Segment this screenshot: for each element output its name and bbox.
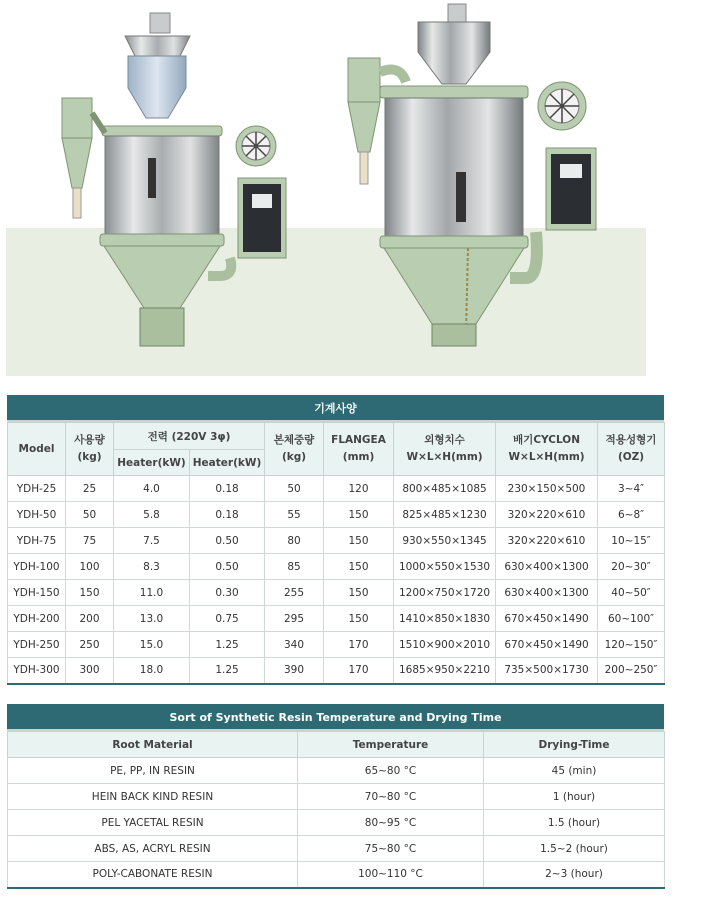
table-cell: 0.50 [190, 554, 265, 580]
table-cell: 1.25 [190, 632, 265, 658]
table-row [8, 784, 665, 810]
table-cell: 390 [265, 658, 324, 684]
table-row [8, 528, 665, 554]
table-cell: 170 [324, 632, 394, 658]
table-cell: 4.0 [114, 476, 190, 502]
table-cell: YDH-75 [8, 528, 66, 554]
table-cell: 255 [265, 580, 324, 606]
table-row [8, 836, 665, 862]
table-cell: 320×220×610 [496, 528, 598, 554]
table-row [8, 862, 665, 888]
col-capacity: 사용량 (kg) [66, 423, 114, 476]
col-model: Model [8, 423, 66, 476]
table-cell: 150 [66, 580, 114, 606]
table-cell: 15.0 [114, 632, 190, 658]
table-cell: 20~30″ [598, 554, 665, 580]
table-cell: 1510×900×2010 [394, 632, 496, 658]
table-row [8, 580, 665, 606]
spec-table [7, 422, 665, 685]
product-photo [0, 0, 701, 380]
hopper-dryer-small-image [40, 8, 300, 368]
resin-table [7, 731, 665, 889]
table-cell: 250 [66, 632, 114, 658]
table-cell: 55 [265, 502, 324, 528]
table-cell: 0.18 [190, 502, 265, 528]
table-cell: 630×400×1300 [496, 580, 598, 606]
hopper-dryer-large-image [340, 2, 610, 372]
table-cell: PEL YACETAL RESIN [8, 810, 298, 836]
table-cell: YDH-250 [8, 632, 66, 658]
table-cell: 8.3 [114, 554, 190, 580]
table-cell: 1.25 [190, 658, 265, 684]
table-cell: 1.5~2 (hour) [484, 836, 665, 862]
table-cell: 6~8″ [598, 502, 665, 528]
table-cell: 45 (min) [484, 758, 665, 784]
table-cell: 1.5 (hour) [484, 810, 665, 836]
col-molding: 적용성형기 (OZ) [598, 423, 665, 476]
col-heater-2: Heater(kW) [190, 450, 265, 476]
table-row [8, 502, 665, 528]
table-cell: 75 [66, 528, 114, 554]
resin-table-section [7, 704, 664, 889]
col-heater-1: Heater(kW) [114, 450, 190, 476]
table-cell: 80 [265, 528, 324, 554]
table-cell: 800×485×1085 [394, 476, 496, 502]
table-cell: 10~15″ [598, 528, 665, 554]
table-cell: 50 [66, 502, 114, 528]
table-row [8, 632, 665, 658]
table-cell: 0.75 [190, 606, 265, 632]
col-drying-time: Drying-Time [484, 732, 665, 758]
table-cell: 1410×850×1830 [394, 606, 496, 632]
table-cell: 25 [66, 476, 114, 502]
table-cell: YDH-100 [8, 554, 66, 580]
table-cell: 1685×950×2210 [394, 658, 496, 684]
table-cell: 150 [324, 606, 394, 632]
table-cell: YDH-150 [8, 580, 66, 606]
table-cell: YDH-300 [8, 658, 66, 684]
spec-table-title: 기계사양 [7, 395, 664, 422]
table-cell: 1 (hour) [484, 784, 665, 810]
table-cell: 2~3 (hour) [484, 862, 665, 888]
table-cell: 65~80 °C [298, 758, 484, 784]
table-cell: 825×485×1230 [394, 502, 496, 528]
table-cell: POLY-CABONATE RESIN [8, 862, 298, 888]
table-row [8, 476, 665, 502]
table-cell: 170 [324, 658, 394, 684]
table-cell: 120 [324, 476, 394, 502]
table-cell: 0.18 [190, 476, 265, 502]
table-row [8, 554, 665, 580]
table-cell: 670×450×1490 [496, 632, 598, 658]
table-cell: 13.0 [114, 606, 190, 632]
table-cell: YDH-25 [8, 476, 66, 502]
table-cell: 60~100″ [598, 606, 665, 632]
table-cell: 40~50″ [598, 580, 665, 606]
table-cell: 5.8 [114, 502, 190, 528]
table-cell: YDH-200 [8, 606, 66, 632]
table-cell: 150 [324, 580, 394, 606]
table-cell: 11.0 [114, 580, 190, 606]
col-weight: 본체중량 (kg) [265, 423, 324, 476]
table-cell: 320×220×610 [496, 502, 598, 528]
table-cell: 3~4″ [598, 476, 665, 502]
table-cell: 1200×750×1720 [394, 580, 496, 606]
col-root-material: Root Material [8, 732, 298, 758]
table-cell: 50 [265, 476, 324, 502]
table-cell: 18.0 [114, 658, 190, 684]
table-cell: 200~250″ [598, 658, 665, 684]
table-cell: 630×400×1300 [496, 554, 598, 580]
table-cell: 230×150×500 [496, 476, 598, 502]
table-cell: 80~95 °C [298, 810, 484, 836]
spec-table-section [7, 395, 664, 685]
table-cell: PE, PP, IN RESIN [8, 758, 298, 784]
table-cell: 150 [324, 502, 394, 528]
col-cyclon: 배기CYCLON W×L×H(mm) [496, 423, 598, 476]
table-row [8, 658, 665, 684]
col-power: 전력 (220V 3φ) [114, 423, 265, 450]
table-cell: HEIN BACK KIND RESIN [8, 784, 298, 810]
table-cell: 85 [265, 554, 324, 580]
col-temperature: Temperature [298, 732, 484, 758]
table-row [8, 758, 665, 784]
table-cell: 295 [265, 606, 324, 632]
table-cell: 1000×550×1530 [394, 554, 496, 580]
table-cell: ABS, AS, ACRYL RESIN [8, 836, 298, 862]
table-cell: 200 [66, 606, 114, 632]
table-cell: 930×550×1345 [394, 528, 496, 554]
table-cell: 735×500×1730 [496, 658, 598, 684]
table-row [8, 810, 665, 836]
col-flange: FLANGEA (mm) [324, 423, 394, 476]
table-cell: 7.5 [114, 528, 190, 554]
table-cell: 100~110 °C [298, 862, 484, 888]
table-row [8, 606, 665, 632]
table-cell: 150 [324, 528, 394, 554]
table-cell: 100 [66, 554, 114, 580]
table-cell: 0.30 [190, 580, 265, 606]
table-cell: YDH-50 [8, 502, 66, 528]
table-cell: 340 [265, 632, 324, 658]
table-cell: 670×450×1490 [496, 606, 598, 632]
table-cell: 300 [66, 658, 114, 684]
table-cell: 0.50 [190, 528, 265, 554]
table-cell: 70~80 °C [298, 784, 484, 810]
table-cell: 120~150″ [598, 632, 665, 658]
col-dims: 외형치수 W×L×H(mm) [394, 423, 496, 476]
resin-table-title: Sort of Synthetic Resin Temperature and Drying Time [7, 704, 664, 731]
table-cell: 150 [324, 554, 394, 580]
table-cell: 75~80 °C [298, 836, 484, 862]
